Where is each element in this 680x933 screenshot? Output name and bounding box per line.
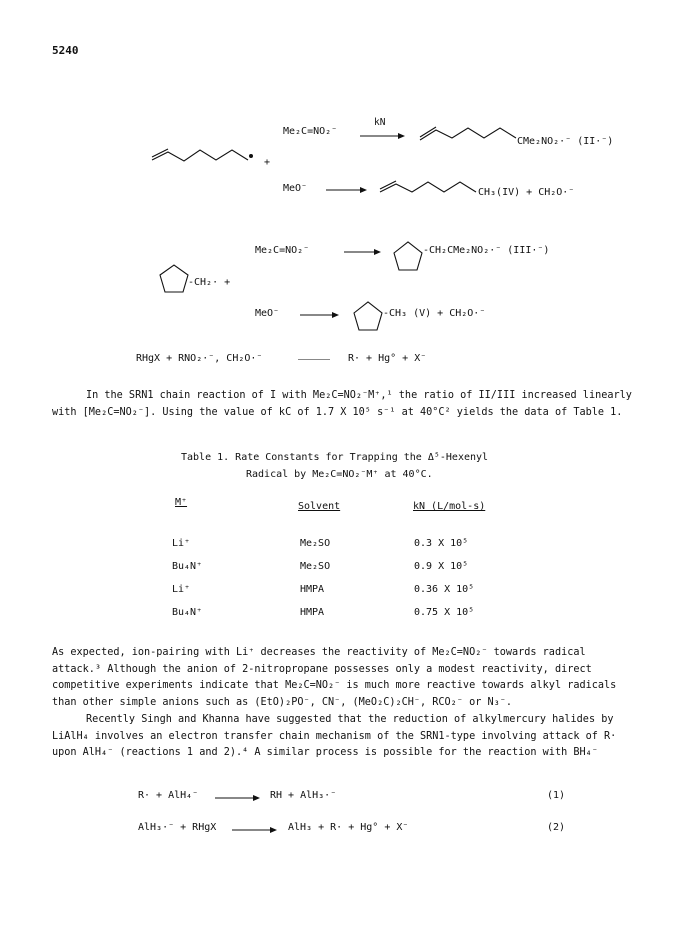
product-v-label: -CH₃ (V) + CH₂O·⁻ bbox=[383, 308, 486, 319]
table-cell: Me₂SO bbox=[300, 561, 331, 572]
plus-1: + bbox=[264, 157, 271, 168]
product-iv-label: CH₃(IV) + CH₂O·⁻ bbox=[478, 187, 575, 198]
text-line: As expected, ion-pairing with Li⁺ decreases the reactivity of Me₂C=NO₂⁻ towards radical bbox=[52, 647, 586, 658]
scheme-structures bbox=[0, 0, 680, 360]
table-cell: HMPA bbox=[300, 584, 325, 595]
product-ii-label: CMe₂NO₂·⁻ (II·⁻) bbox=[517, 136, 614, 147]
arrow-meo-2 bbox=[300, 312, 339, 318]
text-line: LiAlH₄ involves an electron transfer chain mechanism of the SRN1-type involving attack of R· bbox=[52, 730, 617, 742]
table-caption-2: Radical by Me₂C=NO₂⁻M⁺ at 40°C. bbox=[246, 469, 433, 480]
table-cell: Bu₄N⁺ bbox=[172, 607, 203, 618]
product-iii-label: -CH₂CMe₂NO₂·⁻ (III·⁻) bbox=[423, 245, 550, 256]
table-cell: 0.9 X 10⁵ bbox=[414, 561, 469, 572]
page-number: 5240 bbox=[52, 44, 79, 57]
reagent-top-2: Me₂C=NO₂⁻ bbox=[255, 245, 310, 256]
product-v-ring bbox=[354, 302, 382, 330]
table-header-cation: M⁺ bbox=[175, 497, 188, 508]
text-line: In the SRN1 chain reaction of I with Me₂C=NO₂⁻M⁺,¹ the ratio of II/III increased linearly bbox=[86, 390, 632, 401]
table-header-kn: kN (L/mol-s) bbox=[413, 501, 486, 512]
text-line: than other simple anions such as (EtO)₂PO⁻, CN⁻, (MeO₂C)₂CH⁻, RCO₂⁻ or N₃⁻. bbox=[52, 696, 513, 708]
arrow-nitro bbox=[344, 249, 381, 255]
eq2-arrow bbox=[232, 825, 278, 835]
rate-label: kN bbox=[374, 117, 386, 128]
text-line: attack.³ Although the anion of 2-nitropropane possesses only a modest reactivity, direct bbox=[52, 663, 592, 675]
paragraph-2 bbox=[52, 645, 622, 711]
mercury-reactants: RHgX + RNO₂·⁻, CH₂O·⁻ bbox=[136, 353, 263, 364]
eq1-right: RH + AlH₃·⁻ bbox=[270, 790, 337, 801]
table-cell: Bu₄N⁺ bbox=[172, 561, 203, 572]
eq1-arrow bbox=[215, 793, 261, 803]
eq2-number: (2) bbox=[547, 822, 566, 833]
table-caption-1: Table 1. Rate Constants for Trapping the Δ⁵-Hexenyl bbox=[181, 452, 489, 463]
eq1-left: R· + AlH₄⁻ bbox=[138, 790, 199, 801]
table-header-solvent: Solvent bbox=[298, 501, 341, 512]
text-line: upon AlH₄⁻ (reactions 1 and 2).⁴ A similar process is possible for the reaction with BH₄⁻ bbox=[52, 747, 598, 759]
paragraph-3 bbox=[52, 712, 622, 762]
product-iv-structure bbox=[380, 181, 476, 192]
product-iii-ring bbox=[394, 242, 422, 270]
arrow-meo bbox=[326, 187, 367, 193]
table-cell: Li⁺ bbox=[172, 538, 191, 549]
mercury-products: R· + Hg° + X⁻ bbox=[348, 353, 427, 364]
table-cell: Li⁺ bbox=[172, 584, 191, 595]
text-line: Recently Singh and Khanna have suggested that the reduction of alkylmercury halides by bbox=[86, 714, 614, 725]
eq2-left: AlH₃·⁻ + RHgX bbox=[138, 822, 217, 833]
text-line: competitive experiments indicate that Me₂C=NO₂⁻ is much more reactive towards alkyl radicals bbox=[52, 680, 617, 692]
radical-label: -CH₂· + bbox=[188, 277, 231, 288]
table-cell: 0.75 X 10⁵ bbox=[414, 607, 475, 618]
arrow-kn bbox=[360, 133, 405, 139]
table-cell: 0.36 X 10⁵ bbox=[414, 584, 475, 595]
reagent-bottom-1: MeO⁻ bbox=[283, 183, 308, 194]
eq2-right: AlH₃ + R· + Hg° + X⁻ bbox=[288, 822, 409, 833]
reagent-top-1: Me₂C=NO₂⁻ bbox=[283, 126, 338, 137]
table-cell: Me₂SO bbox=[300, 538, 331, 549]
eq1-number: (1) bbox=[547, 790, 566, 801]
table-cell: 0.3 X 10⁵ bbox=[414, 538, 469, 549]
reagent-bottom-2: MeO⁻ bbox=[255, 308, 280, 319]
paragraph-1 bbox=[52, 388, 632, 421]
hexenyl-radical-structure bbox=[152, 149, 253, 161]
product-ii-structure bbox=[420, 127, 516, 140]
cyclopentyl-radical-structure bbox=[160, 265, 188, 292]
table-cell: HMPA bbox=[300, 607, 325, 618]
text-line: with [Me₂C=NO₂⁻]. Using the value of kC of 1.7 X 10⁵ s⁻¹ at 40°C² yields the data of Table 1. bbox=[52, 406, 623, 418]
